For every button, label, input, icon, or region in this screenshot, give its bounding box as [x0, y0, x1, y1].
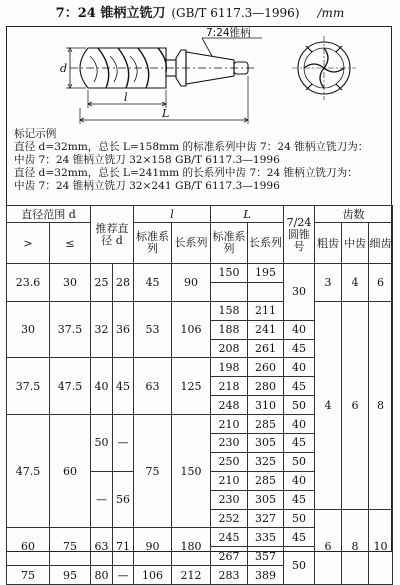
table-cell: 310	[248, 396, 284, 415]
table-cell: 40	[284, 415, 315, 434]
table-cell: 37.5	[7, 358, 50, 415]
table-cell	[211, 282, 248, 301]
taper-label: 7:24锥柄	[206, 27, 251, 39]
marking-example	[14, 128, 392, 193]
table-cell: 4	[342, 264, 369, 302]
table-cell: 389	[248, 566, 284, 585]
table-cell: 158	[211, 301, 248, 320]
table-cell: 30	[7, 301, 50, 358]
header-le: ≤	[50, 223, 91, 264]
table-cell: 208	[211, 339, 248, 358]
table-cell: 36	[113, 301, 134, 358]
table-cell: 47.5	[7, 415, 50, 528]
cutter-drawing	[6, 26, 392, 128]
table-cell: 210	[211, 415, 248, 434]
table-row	[7, 301, 393, 320]
table-cell: —	[91, 471, 113, 528]
dim-L-label: L	[162, 107, 170, 120]
table-cell: 241	[248, 320, 284, 339]
table-cell: 95	[50, 566, 91, 585]
table-cell: 305	[248, 490, 284, 509]
table-cell: 45	[284, 339, 315, 358]
table-cell: 47.5	[50, 358, 91, 415]
table-cell: 53	[134, 301, 172, 358]
table-cell: 40	[284, 358, 315, 377]
header-taper: 7/24圆锥号	[284, 206, 315, 264]
table-cell: 50	[284, 509, 315, 528]
table-row	[7, 264, 393, 283]
table-cell: 261	[248, 339, 284, 358]
table-cell: 50	[91, 415, 113, 472]
table-cell: 75	[50, 528, 91, 566]
table-cell: 285	[248, 471, 284, 490]
table-cell: 28	[113, 264, 134, 302]
header-gt: >	[7, 223, 50, 264]
table-cell: 6	[342, 301, 369, 509]
table-cell: 23.6	[7, 264, 50, 302]
table-cell: 188	[211, 320, 248, 339]
header-L-long: 长系列	[248, 223, 284, 264]
table-cell: 10	[369, 509, 393, 585]
table-cell: 8	[369, 301, 393, 509]
table-cell: 45	[284, 434, 315, 453]
table-cell: 4	[315, 301, 342, 509]
table-cell: 195	[248, 264, 284, 283]
dim-d-label: d	[60, 62, 68, 75]
table-cell: 50	[284, 547, 315, 585]
table-cell: 212	[172, 566, 211, 585]
table-cell: 260	[248, 358, 284, 377]
table-cell: 80	[91, 566, 113, 585]
example-heading: 标记示例	[14, 128, 57, 140]
table-cell: 245	[211, 528, 248, 547]
table-cell: 71	[113, 528, 134, 566]
table-cell: 248	[211, 396, 248, 415]
table-cell: 150	[172, 415, 211, 528]
table-cell: 40	[91, 358, 113, 415]
table-cell: 198	[211, 358, 248, 377]
page-title	[0, 2, 400, 24]
title-unit: /mm	[317, 6, 345, 20]
spec-table	[6, 205, 393, 585]
table-cell: 32	[91, 301, 113, 358]
table-cell: 56	[113, 471, 134, 528]
table-cell: 50	[284, 396, 315, 415]
table-cell: 6	[369, 264, 393, 302]
table-cell: —	[113, 415, 134, 472]
title-standard: (GB/T 6117.3—1996)	[171, 6, 300, 20]
table-cell: 25	[91, 264, 113, 302]
table-cell: —	[113, 566, 134, 585]
table-cell: 230	[211, 490, 248, 509]
table-cell: 106	[134, 566, 172, 585]
table-cell: 218	[211, 377, 248, 396]
table-cell: 125	[172, 358, 211, 415]
table-cell: 267	[211, 547, 248, 566]
table-cell: 8	[342, 509, 369, 585]
header-fine: 细齿	[369, 223, 393, 264]
header-coarse: 粗齿	[315, 223, 342, 264]
header-L-std: 标准系列	[211, 223, 248, 264]
table-cell: 325	[248, 452, 284, 471]
header-recommended: 推荐直径 d	[91, 206, 134, 264]
table-cell: 45	[284, 528, 315, 547]
table-cell: 63	[134, 358, 172, 415]
table-cell: 106	[172, 301, 211, 358]
example-line: 直径 d=32mm，总长 L=241mm 的长系列中齿 7：24 锥柄立铣刀为：	[14, 167, 358, 179]
table-cell: 60	[7, 528, 50, 566]
table-cell: 180	[172, 528, 211, 566]
table-cell: 40	[284, 320, 315, 339]
table-cell: 30	[284, 264, 315, 321]
table-cell: 335	[248, 528, 284, 547]
table-cell: 285	[248, 415, 284, 434]
table-cell: 283	[211, 566, 248, 585]
table-cell	[248, 282, 284, 301]
table-cell: 3	[315, 264, 342, 302]
table-cell: 37.5	[50, 301, 91, 358]
header-diameter-range: 直径范围 d	[7, 206, 91, 223]
header-l-long: 长系列	[172, 223, 211, 264]
table-cell: 250	[211, 452, 248, 471]
table-cell: 40	[284, 471, 315, 490]
table-cell: 50	[284, 452, 315, 471]
table-cell: 45	[284, 490, 315, 509]
table-cell: 60	[50, 415, 91, 528]
example-line: 中齿 7：24 锥柄立铣刀 32×241 GB/T 6117.3—1996	[14, 180, 280, 192]
table-cell: 45	[113, 358, 134, 415]
table-cell: 305	[248, 434, 284, 453]
dim-l-label: l	[124, 91, 128, 104]
table-cell: 211	[248, 301, 284, 320]
table-cell: 6	[315, 509, 342, 585]
table-cell: 90	[172, 264, 211, 302]
header-teeth: 齿数	[315, 206, 393, 223]
table-cell: 280	[248, 377, 284, 396]
example-line: 直径 d=32mm，总长 L=158mm 的标准系列中齿 7：24 锥柄立铣刀为：	[14, 141, 369, 153]
table-cell: 252	[211, 509, 248, 528]
table-cell: 150	[211, 264, 248, 283]
header-medium: 中齿	[342, 223, 369, 264]
header-L: L	[211, 206, 284, 223]
table-cell: 90	[134, 528, 172, 566]
table-cell: 45	[284, 377, 315, 396]
table-cell: 30	[50, 264, 91, 302]
example-line: 中齿 7：24 锥柄立铣刀 32×158 GB/T 6117.3—1996	[14, 154, 280, 166]
table-cell: 210	[211, 471, 248, 490]
table-cell: 357	[248, 547, 284, 566]
table-cell: 327	[248, 509, 284, 528]
table-cell: 45	[134, 264, 172, 302]
header-l: l	[134, 206, 211, 223]
table-cell: 75	[7, 566, 50, 585]
table-cell: 230	[211, 434, 248, 453]
header-l-std: 标准系列	[134, 223, 172, 264]
table-cell: 63	[91, 528, 113, 566]
table-cell: 75	[134, 415, 172, 528]
title-main: 7：24 锥柄立铣刀	[55, 6, 166, 21]
